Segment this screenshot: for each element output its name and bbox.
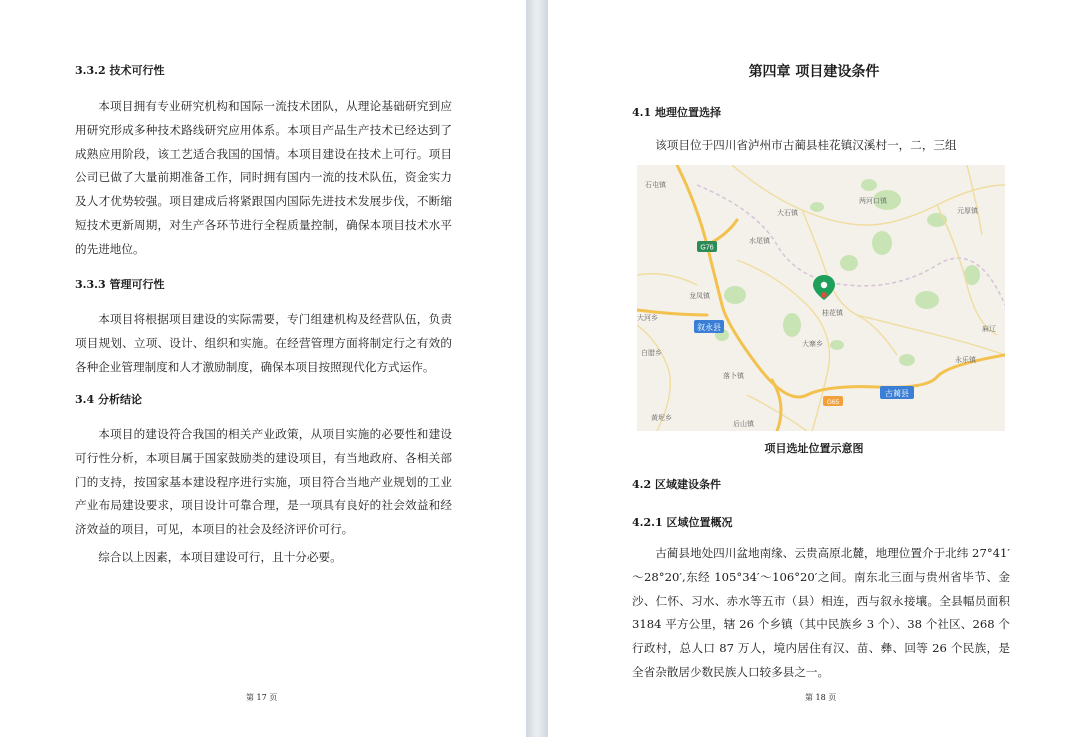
heading-4-1: 4.1 地理位置选择: [632, 106, 721, 119]
page-gutter: [526, 0, 548, 737]
paragraph-regional-overview: 古蔺县地处四川盆地南缘、云贵高原北麓，地理位置介于北纬 27°41′～28°20′,东经 105°34′～106°20′之间。南东北三面与贵州省毕节、金沙、仁怀、习水、赤水等五市（县）相连，西与叙永接壤。全县幅员面积 3184 平方公里，辖 26 个乡镇（其中民族乡 3 个）、38 个社区、268 个行政村，总人口 87 万人，境内居住有汉、苗、彝、回等 26 个民族，是全省杂散居少数民族人口较多县之一。: [632, 546, 1010, 679]
svg-text:两河口镇: 两河口镇: [859, 197, 887, 205]
svg-text:大石镇: 大石镇: [777, 209, 798, 217]
svg-text:G76: G76: [700, 244, 714, 252]
svg-text:桂花镇: 桂花镇: [822, 309, 843, 317]
svg-text:落卜镇: 落卜镇: [723, 372, 744, 380]
svg-text:水尾镇: 水尾镇: [749, 237, 770, 245]
location-map: [637, 165, 1005, 431]
heading-3-4: 3.4 分析结论: [75, 393, 142, 406]
svg-text:大寨乡: 大寨乡: [802, 340, 823, 348]
badge-gulin: [880, 386, 914, 399]
svg-text:元厚镇: 元厚镇: [957, 207, 978, 215]
svg-text:麻辽: 麻辽: [982, 325, 996, 333]
badge-xuyong: [694, 320, 724, 333]
page-17: [0, 0, 526, 737]
svg-text:古蔺县: 古蔺县: [885, 389, 909, 398]
svg-text:龙凤镇: 龙凤镇: [689, 292, 710, 300]
heading-4-2-1: 4.2.1 区域位置概况: [632, 516, 733, 529]
g76-shield: [697, 241, 717, 252]
svg-text:大河乡: 大河乡: [637, 314, 658, 322]
heading-4-2: 4.2 区域建设条件: [632, 478, 721, 491]
svg-text:白腊乡: 白腊乡: [641, 349, 662, 357]
chapter-title: 第四章 项目建设条件: [748, 64, 880, 80]
g65-shield: [823, 396, 843, 406]
heading-3-3-3: 3.3.3 管理可行性: [75, 278, 165, 291]
page-18: [548, 0, 1080, 737]
map-caption: 项目选址位置示意图: [764, 442, 864, 455]
paragraph-management-feasibility: 本项目将根据项目建设的实际需要，专门组建机构及经营队伍，负责项目规划、立项、设计、组织和实施。在经营管理方面将制定行之有效的各种企业管理制度和人才激励制度，确保本项目按照现代化方式运作。: [75, 312, 452, 374]
svg-text:石屯镇: 石屯镇: [645, 181, 666, 189]
paragraph-analysis-conclusion: 本项目的建设符合我国的相关产业政策，从项目实施的必要性和建设可行性分析，本项目属于国家鼓励类的建设项目，有当地政府、各相关部门的支持，按国家基本建设程序进行实施，项目符合当地产业规划的工业产业布局建设要求，项目设计可靠合理，是一项具有良好的社会效益和经济效益的项目，可见，本项目的社会及经济评价可行。: [75, 427, 452, 537]
svg-text:叙永县: 叙永县: [697, 323, 721, 332]
svg-text:后山镇: 后山镇: [733, 420, 754, 428]
svg-text:黄坭乡: 黄坭乡: [651, 414, 672, 422]
paragraph-final-conclusion: 综合以上因素，本项目建设可行，且十分必要。: [98, 550, 342, 564]
paragraph-location: 该项目位于四川省泸州市古蔺县桂花镇汉溪村一，二，三组: [655, 138, 957, 152]
heading-3-3-2: 3.3.2 技术可行性: [75, 64, 165, 77]
svg-text:G65: G65: [826, 399, 840, 406]
svg-text:永乐镇: 永乐镇: [955, 356, 976, 364]
paragraph-technical-feasibility: 本项目拥有专业研究机构和国际一流技术团队，从理论基础研究到应用研究形成多种技术路线研究应用体系。本项目产品生产技术已经达到了成熟应用阶段，该工艺适合我国的国情。本项目建设在技术上可行。项目公司已做了大量前期准备工作，同时拥有国内一流的技术队伍，资金实力及人才优势较强。项目建成后将紧跟国内国际先进技术发展步伐，不断缩短技术更新周期，对生产各环节进行全程质量控制，确保本项目技术水平的先进地位。: [75, 99, 452, 256]
page-number: 第 17 页: [246, 693, 278, 702]
page-number: 第 18 页: [805, 693, 837, 702]
